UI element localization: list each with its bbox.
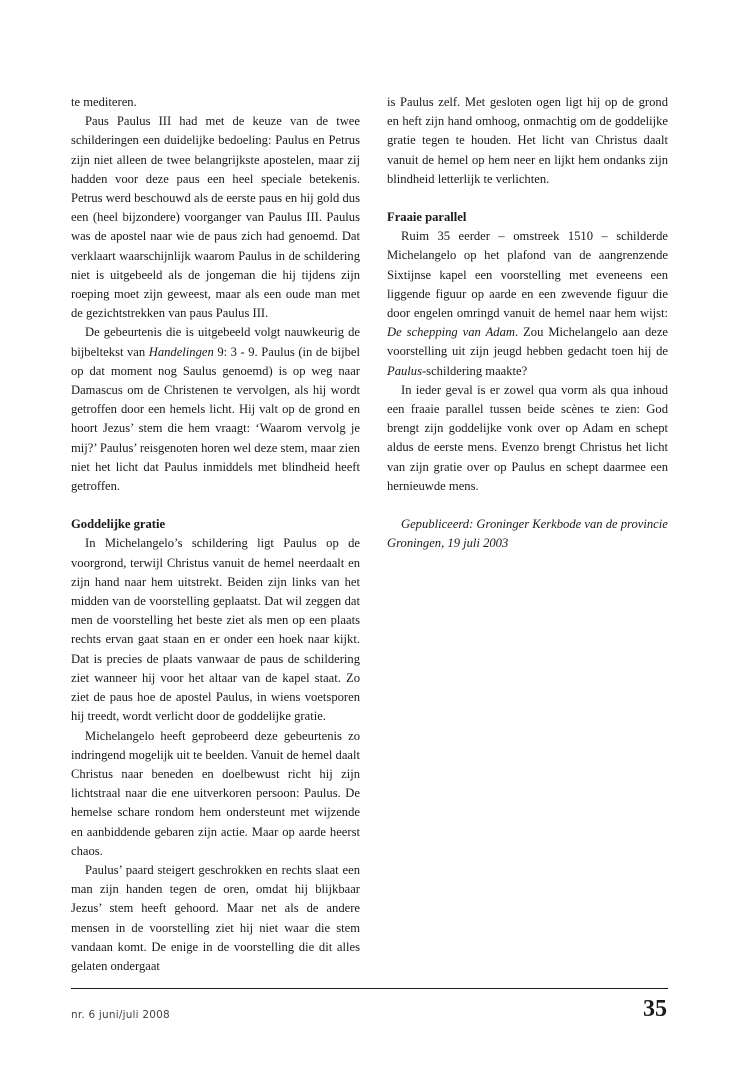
paragraph: Michelangelo heeft geprobeerd deze gebeurtenis zo indringend mogelijk uit te beelden. Vanuit de hemel daalt Christus naar beneden en doelbewust richt hij zijn lichtstraal naar die ene uitverkoren persoon: Paulus. De hemelse schare rondom hem ondersteunt met wijzende en aanbiddende gebaren zijn actie. Maar op aarde heerst chaos. [71,728,360,858]
page-number: 35 [643,996,667,1022]
paragraph: In ieder geval is er zowel qua vorm als qua inhoud een fraaie parallel tussen beide scènes te zien: God brengt zijn goddelijke vonk over op Adam en schept aldus de eerste mens. Evenzo brengt Christus het licht van zijn gratie over op Paulus en schept daarmee een hernieuwde mens. [387,382,668,493]
artwork-title: De schepping van Adam [387,325,515,340]
right-column [387,93,668,553]
paragraph: te mediteren. [71,95,137,109]
text-run: Ruim 35 eerder – omstreek 1510 – schilderde Michelangelo op het plafond van de aangrenzende Sixtijnse kapel een voorstelling met eveneens een liggende figuur op aarde en een zwevende figuur die door engelen omringd vanuit de hemel naar hem wijst: [387,229,668,321]
book-title: Handelingen [148,344,214,359]
text-run: 9: 3 - 9. Paulus (in de bijbel op dat moment nog Saulus genoemd) is op weg naar Damascus om de Christenen te vervolgen, als hij wordt getroffen door een hemels licht. Hij valt op de grond en hoort Jezus’ stem die hem vraagt: ‘Waarom vervolg je mij?’ Paulus’ reisgenoten horen wel deze stem, maar zien niet het licht dat Paulus inmiddels met blindheid heeft getroffen. [71,344,360,494]
paragraph: is Paulus zelf. Met gesloten ogen ligt hij op de grond en heft zijn hand omhoog, onmachtig om de goddelijke gratie tegen te houden. Het licht van Christus daalt vanuit de hemel op hem neer en lijkt hem ondanks zijn blindheid letterlijk te verlichten. [387,95,668,186]
paragraph: Paulus’ paard steigert geschrokken en rechts slaat een man zijn handen tegen de oren, omdat hij blijkbaar Jezus’ stem heeft gehoord. Maar net als de andere mensen in de voorstelling ziet hij niet waar die stem vandaan komt. De enige in de voorstelling die dit alles gelaten ondergaat [71,862,360,973]
paragraph [71,323,360,496]
artwork-title: Paulus [387,363,422,378]
text-run: De gebeurtenis die is uitgebeeld volgt nauwkeurig de bijbeltekst van [71,325,360,359]
footer-rule [71,988,668,989]
paragraph: In Michelangelo’s schildering ligt Paulus op de voorgrond, terwijl Christus vanuit de hemel neerdaalt en zijn hand naar hem uitstrekt. Beiden zijn links van het midden van de voorstelling geplaatst. Dat wil zeggen dat men de voorstelling het beste ziet als men op een plaats rechts ervan gaat staan en er onder een hoek naar kijkt. Dat is precies de plaats vanwaar de paus de schildering ziet wanneer hij voor het altaar van de kapel staat. Zo ziet de paus hoe de apostel Paulus, in wiens voetsporen hij treedt, wordt verlicht door de goddelijke gratie. [71,536,360,724]
section-heading: Fraaie parallel [387,210,467,225]
paragraph [387,227,668,381]
paragraph: Paus Paulus III had met de keuze van de twee schilderingen een duidelijke bedoeling: Paulus en Petrus zijn niet alleen de twee belangrijkste apostelen, maar zij hadden voor deze paus een heel speciale betekenis. Petrus werd beschouwd als de eerste paus en hij gold dus een (heel bijzondere) voorganger van Paulus III. Paulus was de apostel naar wie de paus zich had genoemd. Dat verklaart waarschijnlijk waarom Paulus in de schildering niet is uitgebeeld als de jongeman die hij tijdens zijn roeping moet zijn geweest, maar als een oude man met de gezichtstrekken van paus Paulus III. [71,114,360,321]
publication-credit: Gepubliceerd: Groninger Kerkbode van de provincie Groningen, 19 juli 2003 [387,517,668,551]
text-run: . Zou Michelangelo aan deze voorstelling uit zijn jeugd hebben gedacht toen hij de [387,325,669,359]
left-column [71,93,360,976]
issue-label: nr. 6 juni/juli 2008 [71,1009,170,1021]
text-run: -schildering maakte? [421,363,528,378]
section-heading: Goddelijke gratie [71,517,166,532]
